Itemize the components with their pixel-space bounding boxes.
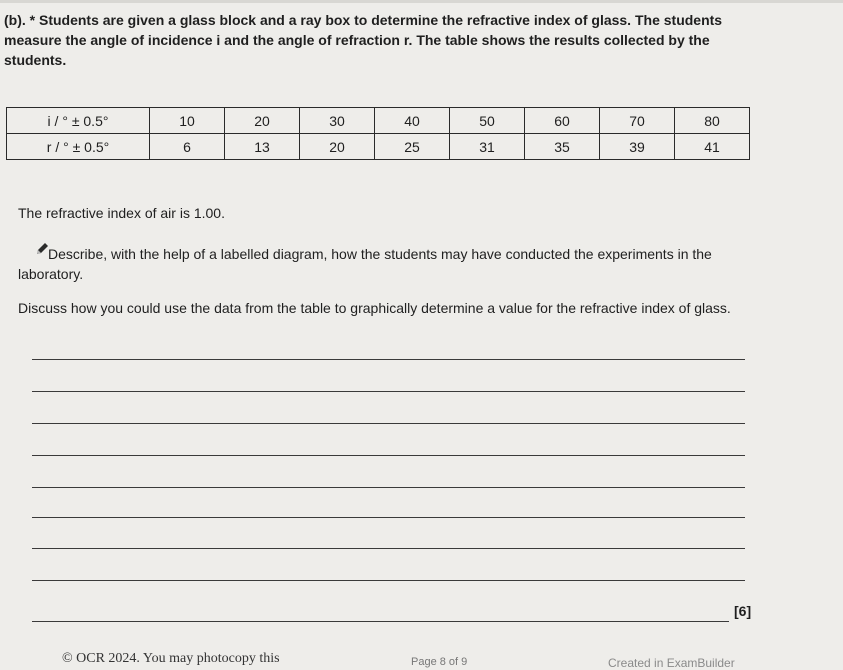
table-cell: 41: [675, 134, 750, 160]
table-cell: 39: [600, 134, 675, 160]
top-divider: [0, 0, 843, 3]
table-cell: 20: [225, 108, 300, 134]
results-table: [6, 107, 750, 160]
footer-created-by: Created in ExamBuilder: [608, 656, 735, 670]
answer-line[interactable]: [32, 517, 745, 518]
question-intro: [4, 10, 774, 70]
table-cell: 20: [300, 134, 375, 160]
table-cell: 60: [525, 108, 600, 134]
table-cell: 70: [600, 108, 675, 134]
discuss-task: Discuss how you could use the data from the table to graphically determine a value for the refractive index of glass.: [18, 300, 731, 316]
table-cell: 35: [525, 134, 600, 160]
table-cell: 80: [675, 108, 750, 134]
table-cell: 30: [300, 108, 375, 134]
answer-line[interactable]: [32, 580, 745, 581]
table-cell: 31: [450, 134, 525, 160]
table-cell: 25: [375, 134, 450, 160]
table-row-header: r / ° ± 0.5°: [7, 134, 150, 160]
table-cell: 10: [150, 108, 225, 134]
answer-line[interactable]: [32, 423, 745, 424]
table-cell: 6: [150, 134, 225, 160]
answer-line[interactable]: [32, 391, 745, 392]
table-row: [7, 108, 750, 134]
describe-task-text: Describe, with the help of a labelled diagram, how the students may have conducted the experiments in the laboratory.: [18, 246, 712, 282]
table-row: [7, 134, 750, 160]
table-cell: 40: [375, 108, 450, 134]
footer-page-number: Page 8 of 9: [411, 656, 468, 668]
answer-line[interactable]: [32, 487, 745, 488]
describe-task: [18, 244, 763, 284]
table-cell: 50: [450, 108, 525, 134]
answer-line[interactable]: [32, 455, 745, 456]
answer-line[interactable]: [32, 621, 729, 622]
answer-line[interactable]: [32, 359, 745, 360]
question-number: (b).: [4, 12, 26, 28]
table-cell: 13: [225, 134, 300, 160]
air-index-statement: The refractive index of air is 1.00.: [18, 205, 225, 221]
answer-line[interactable]: [32, 548, 745, 549]
marks-label: [6]: [734, 603, 752, 619]
question-intro-text: * Students are given a glass block and a ray box to determine the refractive index of glass. The students measure the angle of incidence i and the angle of refraction r. The table shows the results collected by the students.: [4, 12, 723, 68]
table-row-header: i / ° ± 0.5°: [7, 108, 150, 134]
footer-copyright: © OCR 2024. You may photocopy this: [62, 651, 280, 666]
